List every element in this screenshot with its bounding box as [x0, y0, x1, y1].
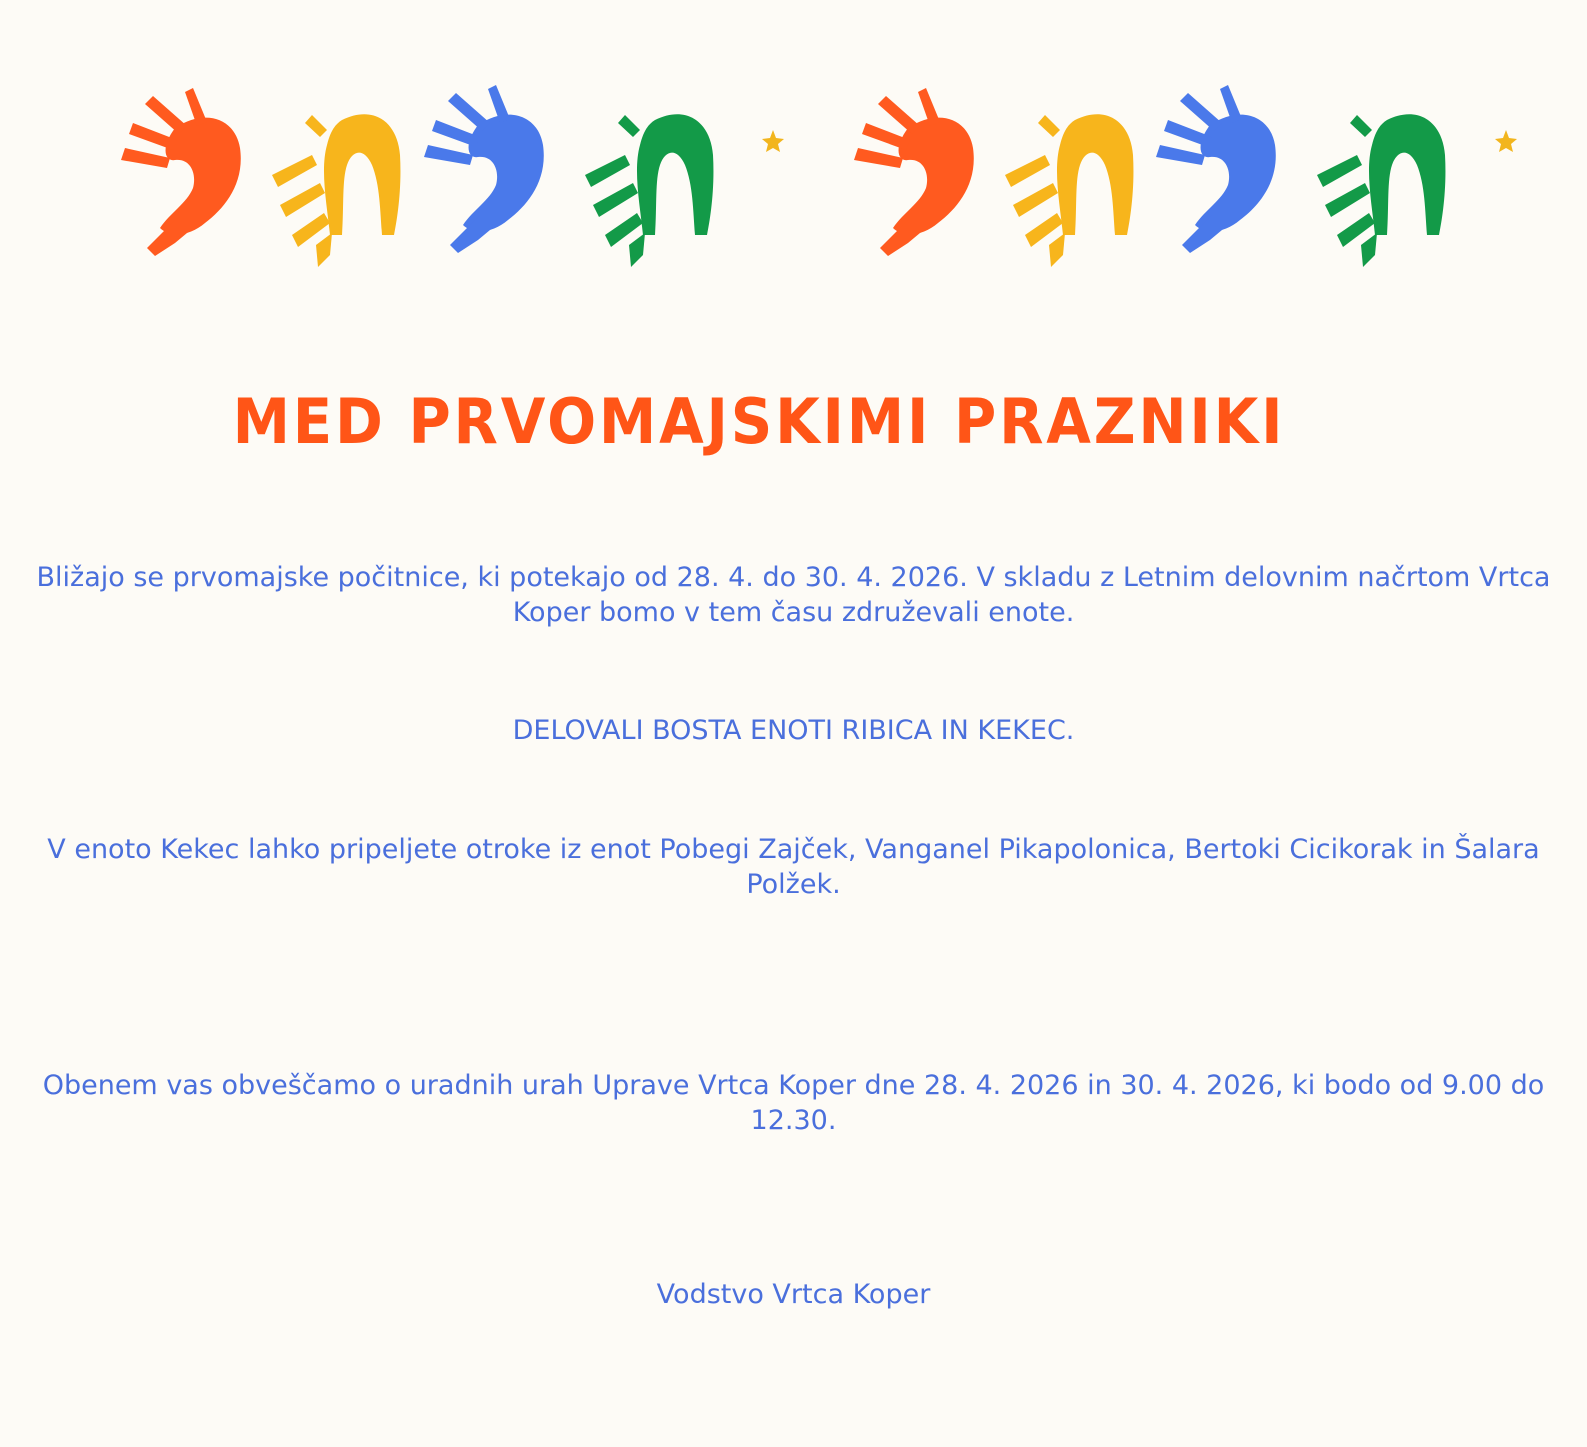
- handprints-banner: [0, 0, 1587, 280]
- handprints-icon: [0, 0, 1587, 280]
- kekec-paragraph: V enoto Kekec lahko pripeljete otroke iz enot Pobegi Zajček, Vanganel Pikapolonica, Bertoki Cicikorak in Šalara Polžek.: [47, 834, 1540, 900]
- page-title: [0, 385, 1587, 458]
- units-paragraph: DELOVALI BOSTA ENOTI RIBICA IN KEKEC.: [512, 715, 1075, 746]
- office-hours-paragraph: Obenem vas obveščamo o uradnih urah Uprave Vrtca Koper dne 28. 4. 2026 in 30. 4. 2026, ki bodo od 9.00 do 12.30.: [42, 1070, 1545, 1136]
- intro-paragraph: Bližajo se prvomajske počitnice, ki potekajo od 28. 4. do 30. 4. 2026. V skladu z Letnim delovnim načrtom Vrtca Koper bomo v tem času združevali enote.: [36, 562, 1551, 628]
- page-title-text: MED PRVOMAJSKIMI PRAZNIKI: [232, 385, 1285, 458]
- signature: Vodstvo Vrtca Koper: [656, 1279, 931, 1310]
